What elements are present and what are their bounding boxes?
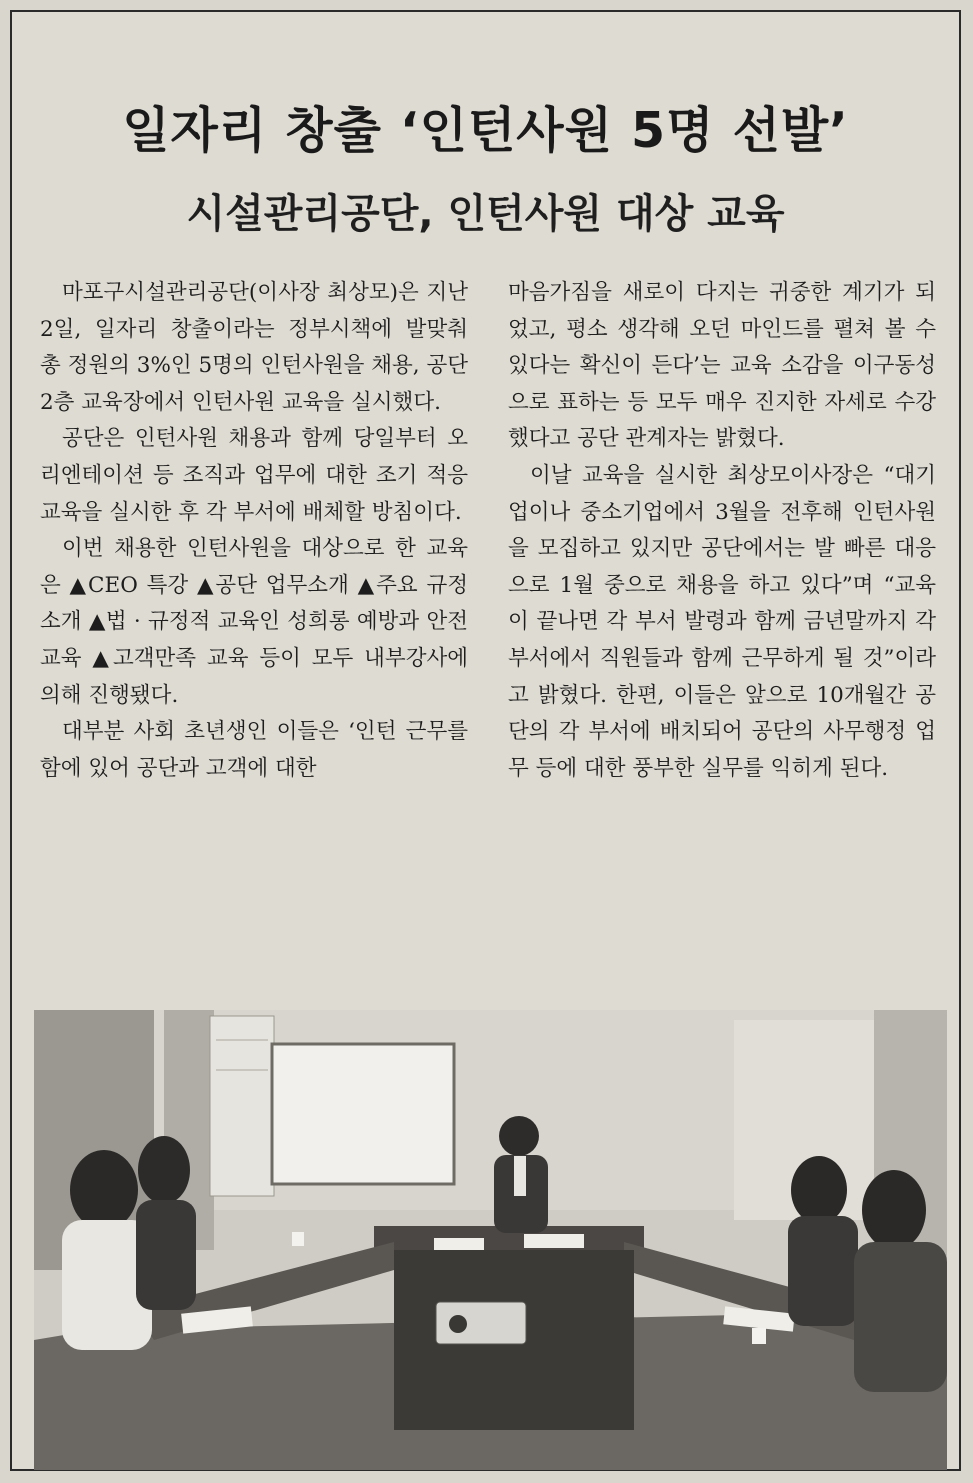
paragraph: 이날 교육을 실시한 최상모이사장은 “대기업이나 중소기업에서 3월을 전후해 인턴사원을 모집하고 있지만 공단에서는 발 빠른 대응으로 1월 중으로 채용을 하고 있다”며 “교육이 끝나면 각 부서 발령과 함께 금년말까지 각 부서에서 직원들과 함께 근무하게 될 것”이라고 밝혔다. 한편, 이들은 앞으로 10개월간 공단의 각 부서에 배치되어 공단의 사무행정 업무 등에 대한 풍부한 실무를 익히게 된다. xyxy=(508,462,936,781)
headline: 일자리 창출 ‘인턴사원 5명 선발’ xyxy=(122,102,849,159)
article-column-right xyxy=(508,275,936,787)
article-column-left xyxy=(40,275,468,787)
paragraph: 공단은 인턴사원 채용과 함께 당일부터 오리엔테이션 등 조직과 업무에 대한 조기 적응 교육을 실시한 후 각 부서에 배체할 방침이다. xyxy=(40,426,468,525)
paragraph: 마음가짐을 새로이 다지는 귀중한 계기가 되었고, 평소 생각해 오던 마인드를 펼쳐 볼 수 있다는 확신이 든다’는 교육 소감을 이구동성으로 표하는 등 모두 매우 진지한 자세로 수강했다고 공단 관계자는 밝혔다. xyxy=(508,280,936,452)
paragraph: 대부분 사회 초년생인 이들은 ‘인턴 근무를 함에 있어 공단과 고객에 대한 xyxy=(40,719,468,781)
paragraph: 마포구시설관리공단(이사장 최상모)은 지난 2일, 일자리 창출이라는 정부시책에 발맞춰 총 정원의 3%인 5명의 인턴사원을 채용, 공단 2층 교육장에서 인턴사원 교육을 실시했다. xyxy=(40,280,468,415)
newspaper-clipping xyxy=(10,10,961,1471)
meeting-photo xyxy=(34,1010,947,1470)
meeting-room-illustration xyxy=(34,1010,947,1470)
subheadline: 시설관리공단, 인턴사원 대상 교육 xyxy=(186,191,785,237)
paragraph: 이번 채용한 인턴사원을 대상으로 한 교육은 ▲CEO 특강 ▲공단 업무소개 ▲주요 규정 소개 ▲법 · 규정적 교육인 성희롱 예방과 안전 교육 ▲고객만족 교육 등이 모두 내부강사에 의해 진행됐다. xyxy=(40,536,468,708)
